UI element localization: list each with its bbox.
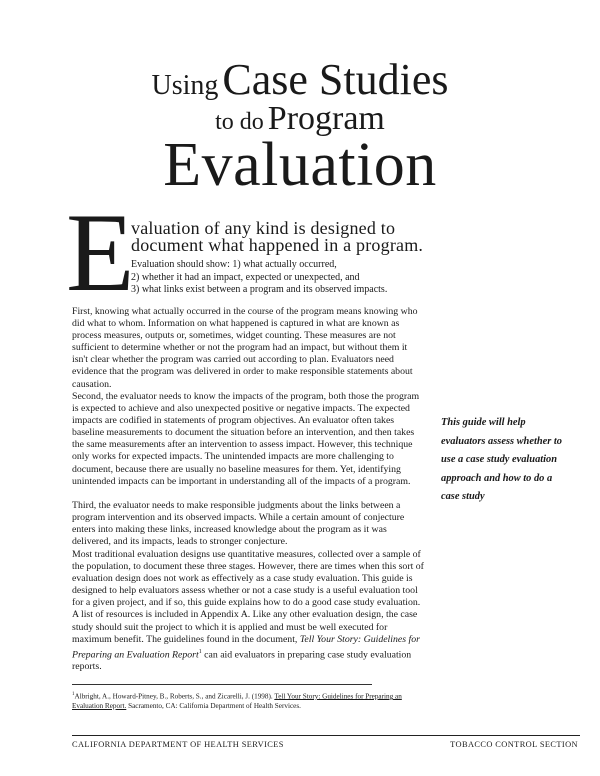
footnote-authors: Albright, A., Howard-Pitney, B., Roberts, S., and Zicarelli, J. (1998). — [74, 692, 275, 701]
lead-line-2: document what happened in a program. — [131, 235, 424, 255]
title-program: Program — [267, 100, 385, 137]
paragraph-fourth — [72, 549, 424, 673]
footnote-title: Tell Your Story: Guidelines for Preparing an Evaluation Report. — [72, 692, 402, 710]
drop-cap: E — [66, 191, 135, 315]
paragraph-first: First, knowing what actually occurred in the course of the program means knowing who did what to whom. Information on what happened is captured in what are known as process measures, outputs or, sometimes, widget counting. These measures are not sufficient to determine whether or not the program had an impact, but without them it isn't clear whether the program was carried out according to plan. Evaluators need evidence that the program was delivered in order to make responsible statements about causation. — [72, 306, 418, 390]
footer-department: CALIFORNIA DEPARTMENT OF HEALTH SERVICES — [72, 740, 284, 749]
evaluation-should-show-list — [131, 259, 431, 297]
p4-text-2: can aid evaluators in preparing case study evaluation reports. — [72, 649, 412, 673]
title-to-do: to do — [215, 109, 264, 135]
show-item-3: 3) what links exist between a program and its observed impacts. — [131, 284, 388, 295]
footnote-divider — [72, 684, 372, 685]
footnote — [72, 690, 432, 712]
footnote-rest: Sacramento, CA: California Department of Health Services. — [126, 701, 301, 710]
lead-line-1: valuation of any kind is designed to — [131, 218, 396, 238]
footnote-ref: 1 — [198, 648, 202, 655]
title-evaluation: Evaluation — [163, 131, 437, 199]
title-line-1 — [0, 54, 600, 105]
footer-divider — [72, 735, 580, 736]
show-item-2: 2) whether it had an impact, expected or unexpected, and — [131, 271, 360, 283]
p4-text-1: Most traditional evaluation designs use quantitative measures, collected over a sample of the population, to document these three stages. However, there are times when this sort of evaluation design does not work as effectively as a case study evaluation. This guide is designed to help evaluators assess whether or not a case study is a useful evaluation tool for a given project, and if so, this guide explains how to do a good case study evaluation. A list of resources is included in Appendix A. Like any other evaluation design, the case study should suit the project to which it is applied and must be well executed for maximum benefit. The guidelines found in the document, — [72, 549, 424, 645]
show-item-1: Evaluation should show: 1) what actually occurred, — [131, 259, 337, 270]
p4-italic-title: Tell Your Story: Guidelines for Preparing an Evaluation Report — [72, 633, 420, 661]
sidebar-note: This guide will help evaluators assess whether to use a case study evaluation approach and how to do a case study — [441, 417, 562, 502]
footer-section: TOBACCO CONTROL SECTION — [450, 740, 578, 749]
title-using: Using — [151, 70, 219, 101]
paragraph-third: Third, the evaluator needs to make responsible judgments about the links between a program intervention and its observed impacts. While a certain amount of conjecture enters into making these links, increased knowledge about the program as it was delivered, and its impacts, leads to stronger conjecture. — [72, 500, 405, 548]
lead-text — [131, 220, 431, 254]
title-case-studies: Case Studies — [222, 55, 449, 104]
paragraph-second: Second, the evaluator needs to know the impacts of the program, both those the program is expected to achieve and also unexpected positive or negative impacts. The expected impacts are codified in statements of program objectives. An evaluator often takes baseline measurements to document the situation before an intervention, and then takes the same measurements after an intervention to assess impact. However, this technique only works for expected impacts. The unintended impacts are more challenging to document, because there are usually no baseline measures for them. Yet, identifying unintended impacts can be important in understanding all of the impacts of a program. — [72, 391, 420, 487]
footnote-marker: 1 — [72, 692, 75, 697]
